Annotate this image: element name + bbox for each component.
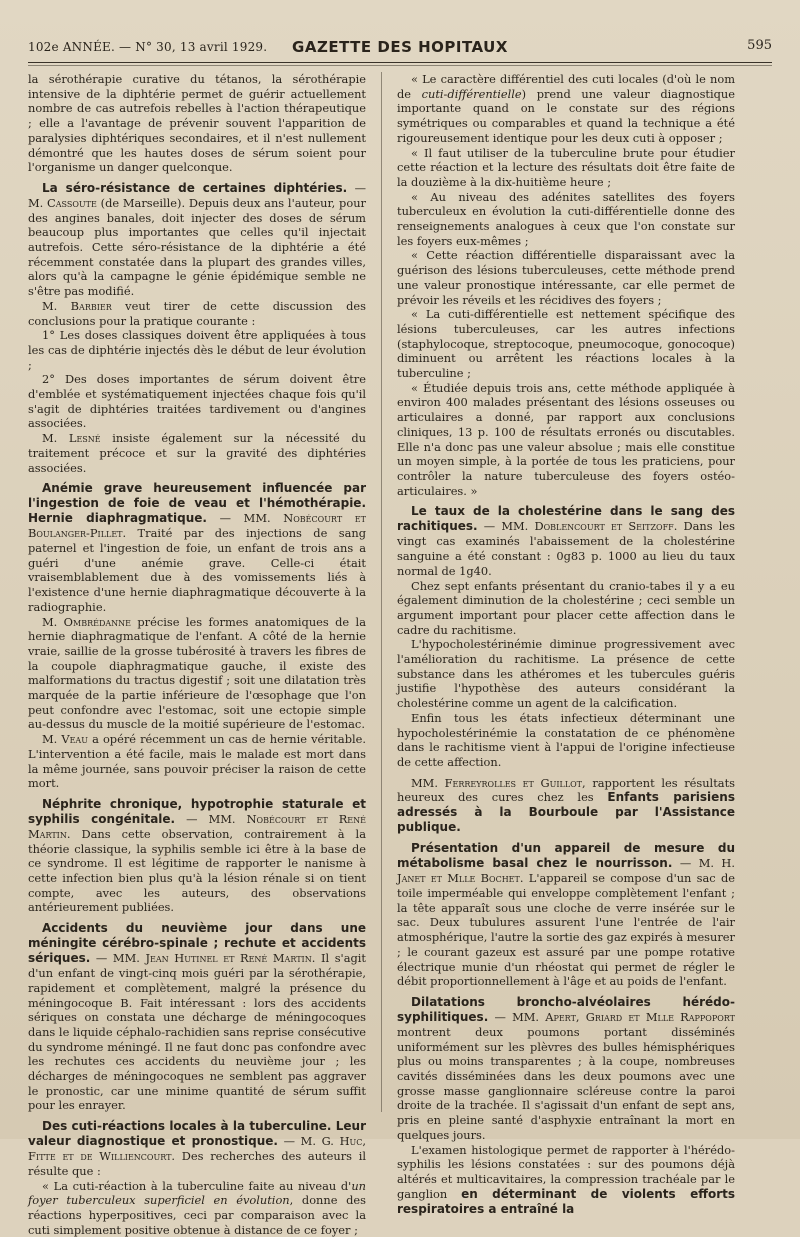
- quote-italic: cuti-différentielle: [421, 86, 522, 101]
- quote-paragraph: « Au niveau des adénites satellites des foyers tuberculeux en évolution la cuti-différentielle donne des renseignements analogues à ceux que l'on constate sur les foyers eux-mêmes ;: [397, 189, 735, 248]
- author: M. Lesné: [42, 431, 101, 446]
- section-text: Traité par des injections de sang paternel et l'ingestion de foie, un enfant de trois ans a guéri d'une anémie grave. Celle-ci était vraisemblablement due à des vomissements liés à l'existence d'une hernie diaphragmatique découverte à la radiographie.: [28, 526, 366, 614]
- quote-text: ) prend une valeur diagnostique importante quand on le constate sur des régions symétriques ou comparables et quand la technique a été rigoureusement identique pour les deux cuti à opposer ;: [397, 86, 736, 145]
- right-column: [397, 72, 735, 1217]
- quote-paragraph: « La cuti-différentielle est nettement spécifique des lésions tuberculeuses, car les autres infections (staphylocoque, streptocoque, pneumocoque, gonocoque) diminuent ou arrêtent les réactions locales à la tuberculine ;: [397, 307, 735, 381]
- section-title: Néphrite chronique, hypotrophie staturale et syphilis congénitale.: [28, 796, 366, 826]
- section-meningitis: Accidents du neuvième jour dans une méningite cérébro-spinale ; rechute et accidents sériques. — MM. Jean Hutinel et René Martin. Il s'agit d'un enfant de vingt-cinq mois guéri par la sérothérapie, rapidement et complètement, malgré la présence du méningocoque B. Fait intéressant : lors des accidents sériques on constata une décharge de méningocoques dans le liquide céphalo-rachidien sans reprise consécutive du syndrome méningé. Il ne faut donc pas confondre avec les rechutes ces accidents du neuvième jour ; les décharges de méningocoques ne semblent pas aggraver le pronostic, car une minime quantité de sérum suffit pour les enrayer.: [28, 921, 366, 1113]
- paragraph-text: précise les formes anatomiques de la hernie diaphragmatique de l'enfant. A côté de la hernie vraie, saillie de la grosse tubérosité à travers les fibres de la coupole diaphragmatique gauche, il existe des malformations du tractus digestif ; soit une dilatation très marquée de la partie inférieure de l'œsophage que l'on peut confondre avec l'estomac, soit une ectopie simple au-dessus du muscle de la moitié supérieure de l'estomac.: [28, 614, 366, 732]
- section-text: (de Marseille). Depuis deux ans l'auteur, pour des angines banales, doit injecter des doses de sérum beaucoup plus importantes que celles qu'il injectait autrefois. Cette séro-résistance de la diphtérie a été récemment constatée dans la plupart des grandes villes, alors qu'à la campagne le génie épidémique semble ne s'être pas modifié.: [28, 195, 366, 299]
- header-rule: [28, 62, 772, 63]
- author: M. Ombrédanne: [42, 614, 131, 629]
- quote-text: « La cuti-réaction à la tuberculine faite au niveau d': [42, 1178, 352, 1193]
- author: M. G. Huc, Fitte et de Williencourt.: [28, 1134, 366, 1164]
- author: MM. Apert, Griard et Mlle Rappoport: [512, 1009, 735, 1024]
- paragraph-text: L'examen histologique permet de rapporter à l'hérédo-syphilis les lésions constatées : sur des poumons déjà altérés et multicavitaires, la compression trachéale par le ganglion: [397, 1142, 735, 1201]
- section-text: Des recherches des auteurs il résulte que :: [28, 1149, 366, 1178]
- paragraph: [28, 732, 366, 791]
- paragraph: L'hypocholestérinémie diminue progressivement avec l'amélioration du rachitisme. La présence de cette substance dans les athéromes et les tubercules guéris justifie l'hypothèse des auteurs considérant la cholestérine comme un agent de la calcification.: [397, 637, 735, 711]
- section-title: La séro-résistance de certaines diphtéries.: [42, 180, 348, 195]
- paragraph: la sérothérapie curative du tétanos, la sérothérapie intensive de la diphtérie permet de guérir actuellement nombre de cas autrefois rebelles à l'action thérapeutique ; elle a l'avantage de prévenir souvent l'apparition de paralysies diphtériques secondaires, et il n'est nullement démontré que les hautes doses de sérum soient pour l'organisme un danger quelconque.: [28, 72, 366, 175]
- section-nephritis: Néphrite chronique, hypotrophie staturale et syphilis congénitale. — MM. Nobécourt et René Martin. Dans cette observation, contrairement à la théorie classique, la syphilis semble ici être à la base de ce syndrome. Il est légitime de rapporter le nanisme à cette infection bien plus qu'à la lésion rénale si on tient compte, avec les auteurs, des observations antérieurement publiées.: [28, 796, 366, 915]
- section-title: Anémie grave heureusement influencée par l'ingestion de foie de veau et l'hémothérapie. Hernie diaphragmatique.: [28, 481, 366, 526]
- quote-text: , donne des réactions hyperpositives, ceci par comparaison avec la cuti simplement positive obtenue à distance de ce foyer ;: [28, 1193, 366, 1237]
- paragraph: [28, 615, 366, 733]
- paragraph-text: veut tirer de cette discussion des conclusions pour la pratique courante :: [28, 298, 367, 328]
- section-title: Enfants parisiens adressés à la Bourboule par l'Assistance publique.: [397, 790, 735, 835]
- bold-text: en déterminant de violents efforts respiratoires a entraîné la: [397, 1186, 735, 1216]
- quote-paragraph: [28, 1179, 366, 1237]
- section-text: montrent deux poumons portant disséminés uniformément sur les plèvres des bulles hémisphériques plus ou moins transparentes ; à la coupe, nombreuses cavités disséminées dans les deux poumons avec une grosse masse ganglionnaire scléreuse contre la paroi droite de la trachée. Il s'agissait d'un enfant de sept ans, pris en pleine santé d'asphyxie entraînant la mort en quelques jours.: [397, 1024, 735, 1142]
- column-divider: [381, 72, 382, 1112]
- quote-paragraph: « Étudiée depuis trois ans, cette méthode appliquée à environ 400 malades présentant des lésions osseuses ou articulaires a donné, par rapport aux conclusions cliniques, 13 p. 100 de résultats erronés ou discutables. Elle n'a donc pas une valeur absolue ; mais elle constitue un moyen simple, à la portée de tous les praticiens, pour contrôler la nature tuberculeuse des foyers ostéo-articulaires. »: [397, 380, 735, 498]
- quote-italic: un foyer tuberculeux superficiel en évolution: [28, 1178, 366, 1208]
- author: MM. Nobécourt et René Martin.: [28, 811, 366, 841]
- paragraph: [397, 1143, 735, 1217]
- section-text: rapportent les résultats heureux des cures chez les: [397, 775, 735, 805]
- section-title: Des cuti-réactions locales à la tuberculine. Leur valeur diagnostique et pronostique.: [28, 1119, 366, 1149]
- author: M. Cassoute: [28, 195, 97, 210]
- section-cholesterol: Le taux de la cholestérine dans le sang des rachitiques. — MM. Doblencourt et Seitzoff. Dans les vingt cas examinés l'abaissement de la cholestérine sanguine a été constant : 0g83 p. 1000 au lieu du taux normal de 1g40.: [397, 504, 735, 578]
- paragraph-text: a opéré récemment un cas de hernie véritable. L'intervention a été facile, mais le malade est mort dans la même journée, sans pouvoir préciser la raison de cette mort.: [28, 732, 366, 791]
- section-text: L'appareil se compose d'un sac de toile imperméable qui enveloppe complètement l'enfant ; la tête apparaît sous une cloche de verre insérée sur le sac. Deux tubulures assurent l'une l'entrée de l'air atmosphérique, l'autre la sortie des gaz expirés à mesurer ; le courant gazeux est assuré par une pompe rotative électrique munie d'un rhéostat qui permet de régler le débit proportionnellement à l'âge et au poids de l'enfant.: [397, 871, 735, 989]
- journal-title: GAZETTE DES HOPITAUX: [292, 38, 508, 56]
- quote-paragraph: [397, 72, 735, 146]
- author: M. Barbier: [42, 298, 112, 313]
- section-anemia: Anémie grave heureusement influencée par l'ingestion de foie de veau et l'hémothérapie. Hernie diaphragmatique. — MM. Nobécourt et Boulanger-Pillet. Traité par des injections de sang paternel et l'ingestion de foie, un enfant de trois ans a guéri d'une anémie grave. Celle-ci était vraisemblablement due à des vomissements liés à l'existence d'une hernie diaphragmatique découverte à la radiographie.: [28, 481, 366, 614]
- author: MM. Jean Hutinel et René Martin.: [112, 951, 316, 966]
- list-item: 2° Des doses importantes de sérum doivent être d'emblée et systématiquement injectées chaque fois qu'il s'agit de diphtéries traitées tardivement ou d'angines associées.: [28, 372, 366, 431]
- paragraph-text: insiste également sur la nécessité du traitement précoce et sur la gravité des diphtéries associées.: [28, 431, 366, 475]
- section-title: Le taux de la cholestérine dans le sang des rachitiques.: [397, 504, 735, 534]
- paragraph: [28, 431, 366, 475]
- paragraph: Enfin tous les états infectieux déterminant une hypocholestérinémie la constatation de ce phénomène dans le rachitisme vient à l'appui de l'origine infectieuse de cette affection.: [397, 710, 735, 769]
- section-text: Dans cette observation, contrairement à la théorie classique, la syphilis semble ici être à la base de ce syndrome. Il est légitime de rapporter le nanisme à cette infection bien plus qu'à la lésion rénale si on tient compte, avec les auteurs, des observations antérieurement publiées.: [28, 826, 366, 915]
- section-bourboule: [397, 776, 735, 836]
- quote-paragraph: « Cette réaction différentielle disparaissant avec la guérison des lésions tuberculeuses, cette méthode prend une valeur pronostique intéressante, car elle permet de prévoir les réveils et les récidives des foyers ;: [397, 248, 735, 307]
- page-number: 595: [747, 38, 772, 53]
- section-title: Dilatations broncho-alvéolaires hérédo-syphilitiques.: [397, 994, 735, 1024]
- left-column: [28, 72, 366, 1237]
- section-title: Présentation d'un appareil de mesure du métabolisme basal chez le nourrisson.: [397, 841, 735, 871]
- header-rule-thin: [28, 65, 772, 66]
- paragraph: Chez sept enfants présentant du cranio-tabes il y a eu également diminution de la cholestérine ; ceci semble un argument important pour placer cette affection dans le cadre du rachitisme.: [397, 578, 735, 637]
- author: MM. Doblencourt et Seitzoff.: [501, 519, 678, 534]
- section-dilatations: Dilatations broncho-alvéolaires hérédo-syphilitiques. — MM. Apert, Griard et Mlle Rappoport montrent deux poumons portant disséminés uniformément sur les plèvres des bulles hémisphériques plus ou moins transparentes ; à la coupe, nombreuses cavités disséminées dans les deux poumons avec une grosse masse ganglionnaire scléreuse contre la paroi droite de la trachée. Il s'agissait d'un enfant de sept ans, pris en pleine santé d'asphyxie entraînant la mort en quelques jours.: [397, 994, 735, 1142]
- paragraph: [28, 299, 366, 328]
- section-metabolism: Présentation d'un appareil de mesure du métabolisme basal chez le nourrisson. — M. H. Janet et Mlle Bochet. L'appareil se compose d'un sac de toile imperméable qui enveloppe complètement l'enfant ; la tête apparaît sous une cloche de verre insérée sur le sac. Deux tubulures assurent l'une l'entrée de l'air atmosphérique, l'autre la sortie des gaz expirés à mesurer ; le courant gazeux est assuré par une pompe rotative électrique munie d'un rhéostat qui permet de régler le débit proportionnellement à l'âge et au poids de l'enfant.: [397, 841, 735, 989]
- section-serum-resistance: La séro-résistance de certaines diphtéries. — M. Cassoute (de Marseille). Depuis deux ans l'auteur, pour des angines banales, doit injecter des doses de sérum beaucoup plus importantes que celles qu'il injectait autrefois. Cette séro-résistance de la diphtérie a été récemment constatée dans la plupart des grandes villes, alors qu'à la campagne le génie épidémique semble ne s'être pas modifié.: [28, 180, 366, 299]
- quote-paragraph: « Il faut utiliser de la tuberculine brute pour étudier cette réaction et la lecture des résultats doit être faite de la douzième à la dix-huitième heure ;: [397, 145, 735, 189]
- section-cuti-reactions: Des cuti-réactions locales à la tuberculine. Leur valeur diagnostique et pronostique. — M. G. Huc, Fitte et de Williencourt. Des recherches des auteurs il résulte que :: [28, 1119, 366, 1178]
- list-item: 1° Les doses classiques doivent être appliquées à tous les cas de diphtérie injectés dès le début de leur évolution ;: [28, 328, 366, 372]
- author: M. Veau: [42, 732, 88, 747]
- author: MM. Ferreyrolles et Guillot,: [411, 775, 586, 790]
- issue-info: 102e ANNÉE. — N° 30, 13 avril 1929.: [28, 40, 268, 54]
- page-header: [28, 36, 772, 62]
- section-text: Dans les vingt cas examinés l'abaissement de la cholestérine sanguine a été constant : 0g83 p. 1000 au lieu du taux normal de 1g40.: [397, 519, 735, 578]
- section-text: Il s'agit d'un enfant de vingt-cinq mois guéri par la sérothérapie, rapidement et complètement, malgré la présence du méningocoque B. Fait intéressant : lors des accidents sériques on constata une décharge de méningocoques dans le liquide céphalo-rachidien sans reprise consécutive du syndrome méningé. Il ne faut donc pas confondre avec les rechutes ces accidents du neuvième jour ; les décharges de méningocoques ne semblent pas aggraver le pronostic, car une minime quantité de sérum suffit pour les enrayer.: [28, 951, 366, 1113]
- section-title: Accidents du neuvième jour dans une méningite cérébro-spinale ; rechute et accidents sériques.: [28, 921, 366, 966]
- author: M. H. Janet et Mlle Bochet.: [397, 856, 735, 886]
- quote-text: « Le caractère différentiel des cuti locales (d'où le nom de: [397, 72, 735, 101]
- author: MM. Nobécourt et Boulanger-Pillet.: [28, 511, 366, 541]
